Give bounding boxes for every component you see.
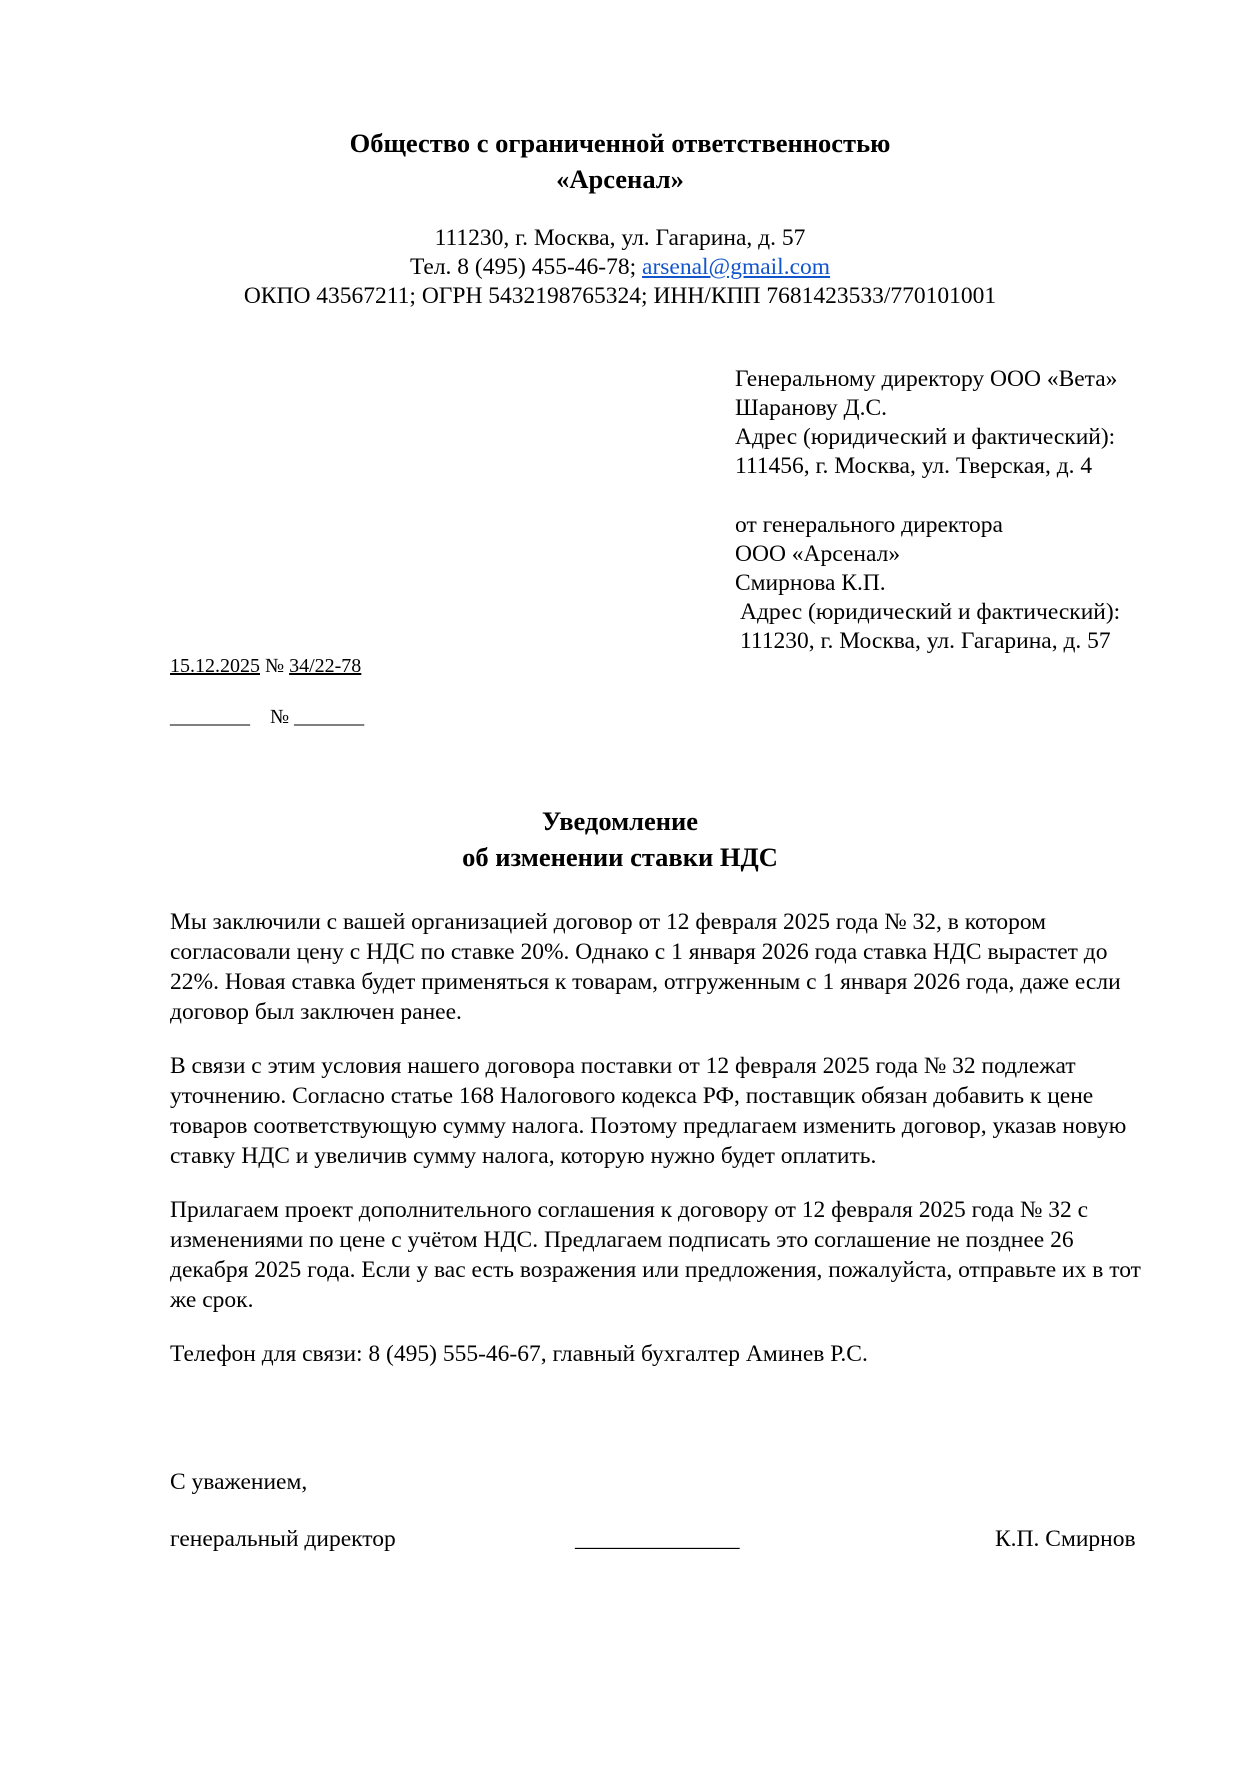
blank-number: _______	[294, 706, 365, 728]
org-registry-codes: ОКПО 43567211; ОГРН 5432198765324; ИНН/КПП 7681423533/770101001	[243, 283, 997, 309]
org-phone: Тел. 8 (495) 455-46-78;	[409, 254, 643, 280]
organization-contacts	[0, 224, 1240, 311]
title-line1: Уведомление	[541, 806, 699, 836]
sender-line: 111230, г. Москва, ул. Гагарина, д. 57	[740, 628, 1111, 654]
body-paragraph: Прилагаем проект дополнительного соглашения к договору от 12 февраля 2025 года № 32 с изменениями по цене с учётом НДС. Предлагаем подписать это соглашение не позднее 26 декабря 2025 года. Если у вас есть возражения или предложения, пожалуйста, отправьте их в тот же срок.	[170, 1197, 1141, 1313]
signer-name: К.П. Смирнов	[995, 1526, 1136, 1552]
registration-number	[170, 654, 361, 679]
signature-line: ______________	[575, 1526, 740, 1552]
org-name-line2: «Арсенал»	[556, 164, 684, 194]
recipient-line: Шаранову Д.С.	[735, 395, 888, 421]
sender-line: Адрес (юридический и фактический):	[740, 599, 1121, 625]
title-line2: об изменении ставки НДС	[462, 842, 778, 872]
organization-header	[0, 125, 1240, 197]
recipient-line: Адрес (юридический и фактический):	[735, 424, 1116, 450]
sender-line: Смирнова К.П.	[735, 570, 886, 596]
org-name-line1: Общество с ограниченной ответственностью	[349, 128, 891, 158]
number-sign: №	[265, 655, 285, 677]
incoming-registration-blank	[170, 705, 364, 730]
document-body	[170, 907, 1155, 1393]
closing-phrase: С уважением,	[170, 1469, 308, 1495]
sender-line: от генерального директора	[735, 512, 1003, 538]
recipient-line: 111456, г. Москва, ул. Тверская, д. 4	[735, 453, 1093, 479]
document-title	[0, 803, 1240, 875]
recipient-block	[735, 365, 1205, 481]
sender-line: ООО «Арсенал»	[735, 541, 901, 567]
registration-date: 15.12.2025	[170, 655, 260, 677]
org-phone-email-line	[0, 253, 1240, 282]
body-paragraph: В связи с этим условия нашего договора поставки от 12 февраля 2025 года № 32 подлежат уточнению. Согласно статье 168 Налогового кодекса РФ, поставщик обязан добавить к цене товаров соответствующую сумму налога. Поэтому предлагаем изменить договор, указав новую ставку НДС и увеличив сумму налога, которую нужно будет оплатить.	[170, 1053, 1127, 1169]
registration-number-value: 34/22-78	[289, 655, 362, 677]
recipient-line: Генеральному директору ООО «Вета»	[735, 366, 1118, 392]
sender-block	[735, 511, 1205, 656]
org-email-link[interactable]: arsenal@gmail.com	[642, 254, 831, 280]
blank-number-sign: №	[270, 706, 290, 728]
signer-role: генеральный директор	[170, 1526, 396, 1552]
body-paragraph: Мы заключили с вашей организацией договор от 12 февраля 2025 года № 32, в котором согласовали цену с НДС по ставке 20%. Однако с 1 января 2026 года ставка НДС вырастет до 22%. Новая ставка будет применяться к товарам, отгруженным с 1 января 2026 года, даже если договор был заключен ранее.	[170, 909, 1121, 1025]
org-address: 111230, г. Москва, ул. Гагарина, д. 57	[434, 225, 806, 251]
blank-date: ________	[170, 706, 250, 728]
body-paragraph: Телефон для связи: 8 (495) 555-46-67, главный бухгалтер Аминев Р.С.	[170, 1341, 868, 1367]
